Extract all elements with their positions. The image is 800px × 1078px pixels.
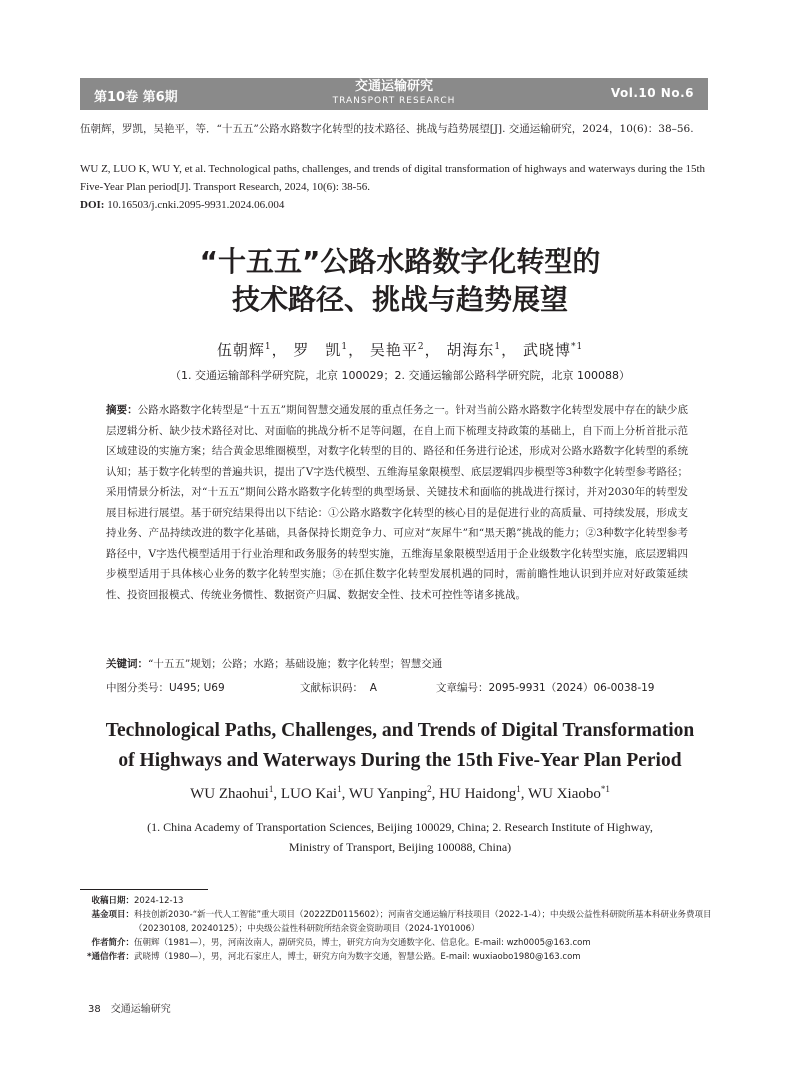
title-en-line-2: of Highways and Waterways During the 15th Five-Year Plan Period <box>118 750 682 771</box>
abstract-text: 公路水路数字化转型是“十五五”期间智慧交通发展的重点任务之一。针对当前公路水路数字化转型发展中存在的缺少底层逻辑分析、缺少技术路径对比、对面临的挑战分析不足等问题，在自上而下梳理支持政策的基础上，自下而上分析首批示范区域建设的实施方案；结合黄金思维圈模型，对数字化转型的目的、路径和任务进行论述，形成对公路水路数字化转型的系统认知；基于数字化转型的普遍共识，提出了V字迭代模型、五维海星象限模型、底层逻辑四步模型等3种数字化转型参考路径；采用情景分析法，对“十五五”期间公路水路数字化转型的典型场景、关键技术和面临的挑战进行探讨，并对2030年的转型发展目标进行展望。基于研究结果得出以下结论：①公路水路数字化转型的核心目的是促进行业的高质量、可持续发展，形成支持业务、产品持续改进的数字化基础，具备保持长期竞争力、可应对“灰犀牛”和“黑天鹅”挑战的能力；②3种数字化转型参考路径中，V字迭代模型适用于行业治理和政务服务的转型实施，五维海星象限模型适用于企业级数字化转型实施，底层逻辑四步模型适用于具体核心业务的数字化转型实施；③在抓住数字化转型发展机遇的同时，需前瞻性地认识到并应对好政策延续性、投资回报模式、传统业务惯性、数据资产归属、数据安全性、技术可控性等诸多挑战。 <box>106 404 689 601</box>
doi-label: DOI: <box>80 199 105 211</box>
footnote-corresponding-author: *通信作者： 武晓博（1980—），男，河北石家庄人，博士，研究方向为数字交通，智慧公路。E-mail: wuxiaobo1980@163.com <box>87 952 581 962</box>
author-cn: 伍朝辉$^1$ <box>216 341 272 359</box>
title-cn-line-1: “十五五”公路水路数字化转型的 <box>199 245 601 278</box>
document-code: 文献标识码： A <box>300 682 377 694</box>
clc-number: 中图分类号：U495; U69 <box>106 682 225 694</box>
page-number: 38 <box>88 1004 101 1015</box>
citation-cn: 伍朝辉，罗凯，吴艳平，等．“十五五”公路水路数字化转型的技术路径、挑战与趋势展望[J]. 交通运输研究，2024，10(6)：38–56. <box>80 123 694 135</box>
volume-issue: 第10卷 第6期 <box>94 90 178 105</box>
journal-name-en: TRANSPORT RESEARCH <box>332 96 456 106</box>
footnotes <box>80 894 720 964</box>
author-cn: 武晓博$^{*1}$ <box>522 341 584 359</box>
abstract-label: 摘要： <box>106 404 138 416</box>
author-en: LUO Kai$^1$ <box>280 784 342 802</box>
journal-header-bar <box>80 78 708 110</box>
journal-name-cn: 交通运输研究 <box>354 79 433 94</box>
footer-journal-name: 交通运输研究 <box>110 1004 171 1015</box>
volume-number-en: Vol.10 No.6 <box>610 86 694 100</box>
author-cn: 吴艳平$^2$ <box>369 341 425 359</box>
author-en: WU Yanping$^2$ <box>348 784 432 802</box>
page-footer <box>88 1000 181 1015</box>
abstract-cn <box>106 400 688 605</box>
keywords-cn <box>106 656 696 671</box>
footnote-divider <box>80 889 208 890</box>
author-cn: 胡海东$^1$ <box>446 341 502 359</box>
footnote-received: 收稿日期： 2024-12-13 <box>91 896 184 906</box>
keywords-label: 关键词： <box>106 658 148 670</box>
paper-title-cn <box>0 243 800 319</box>
affiliation-cn: （1. 交通运输部科学研究院，北京 100029；2. 交通运输部公路科学研究院，北京 100088） <box>170 369 630 382</box>
paper-title-en <box>60 716 740 776</box>
footnote-funding: 基金项目： 科技创新2030-“新一代人工智能”重大项目（2022ZD0115602）；河南省交通运输厅科技项目（2022-1-4）；中央级公益性科研院所基本科研业务费项目（20230108, 20240125）；中央级公益性科研院所结余资金资助项目（2024-1Y01006） <box>91 910 712 934</box>
author-en: HU Haidong$^1$ <box>439 784 521 802</box>
title-en-line-1: Technological Paths, Challenges, and Trends of Digital Transformation <box>105 720 695 741</box>
keywords-text: “十五五”规划；公路；水路；基础设施；数字化转型；智慧交通 <box>148 658 443 670</box>
footnote-author-bio: 作者简介： 伍朝辉（1981—），男，河南汝南人，副研究员，博士，研究方向为交通数字化、信息化。E-mail: wzh0005@163.com <box>91 938 591 948</box>
authors-en: WU Zhaohui$^1$, LUO Kai$^1$, WU Yanping$^2$, HU Haidong$^1$, WU Xiaobo$^{*1}$ <box>190 784 610 802</box>
doi-line <box>80 199 284 211</box>
citation-en: WU Z, LUO K, WU Y, et al. Technological paths, challenges, and trends of digital transformation of highways and waterways during the 15th Five-Year Plan period[J]. Transport Research, 2024, 10(6): 38-56. <box>80 163 706 193</box>
title-cn-line-2: 技术路径、挑战与趋势展望 <box>231 283 568 316</box>
affiliation-en: (1. China Academy of Transportation Sciences, Beijing 100029, China; 2. Research Institute of Highway, Ministry of Transport, Beijing 100088, China) <box>147 820 653 854</box>
author-en: WU Xiaobo$^{*1}$ <box>527 784 610 802</box>
author-cn: 罗 凯$^1$ <box>293 341 349 359</box>
authors-cn: 伍朝辉$^1$， 罗 凯$^1$， 吴艳平$^2$， 胡海东$^1$， 武晓博$^{*1}$ <box>216 341 584 359</box>
article-number: 文章编号：2095-9931（2024）06-0038-19 <box>436 682 655 694</box>
author-en: WU Zhaohui$^1$ <box>190 784 274 802</box>
doi-link[interactable]: 10.16503/j.cnki.2095-9931.2024.06.004 <box>107 199 285 211</box>
